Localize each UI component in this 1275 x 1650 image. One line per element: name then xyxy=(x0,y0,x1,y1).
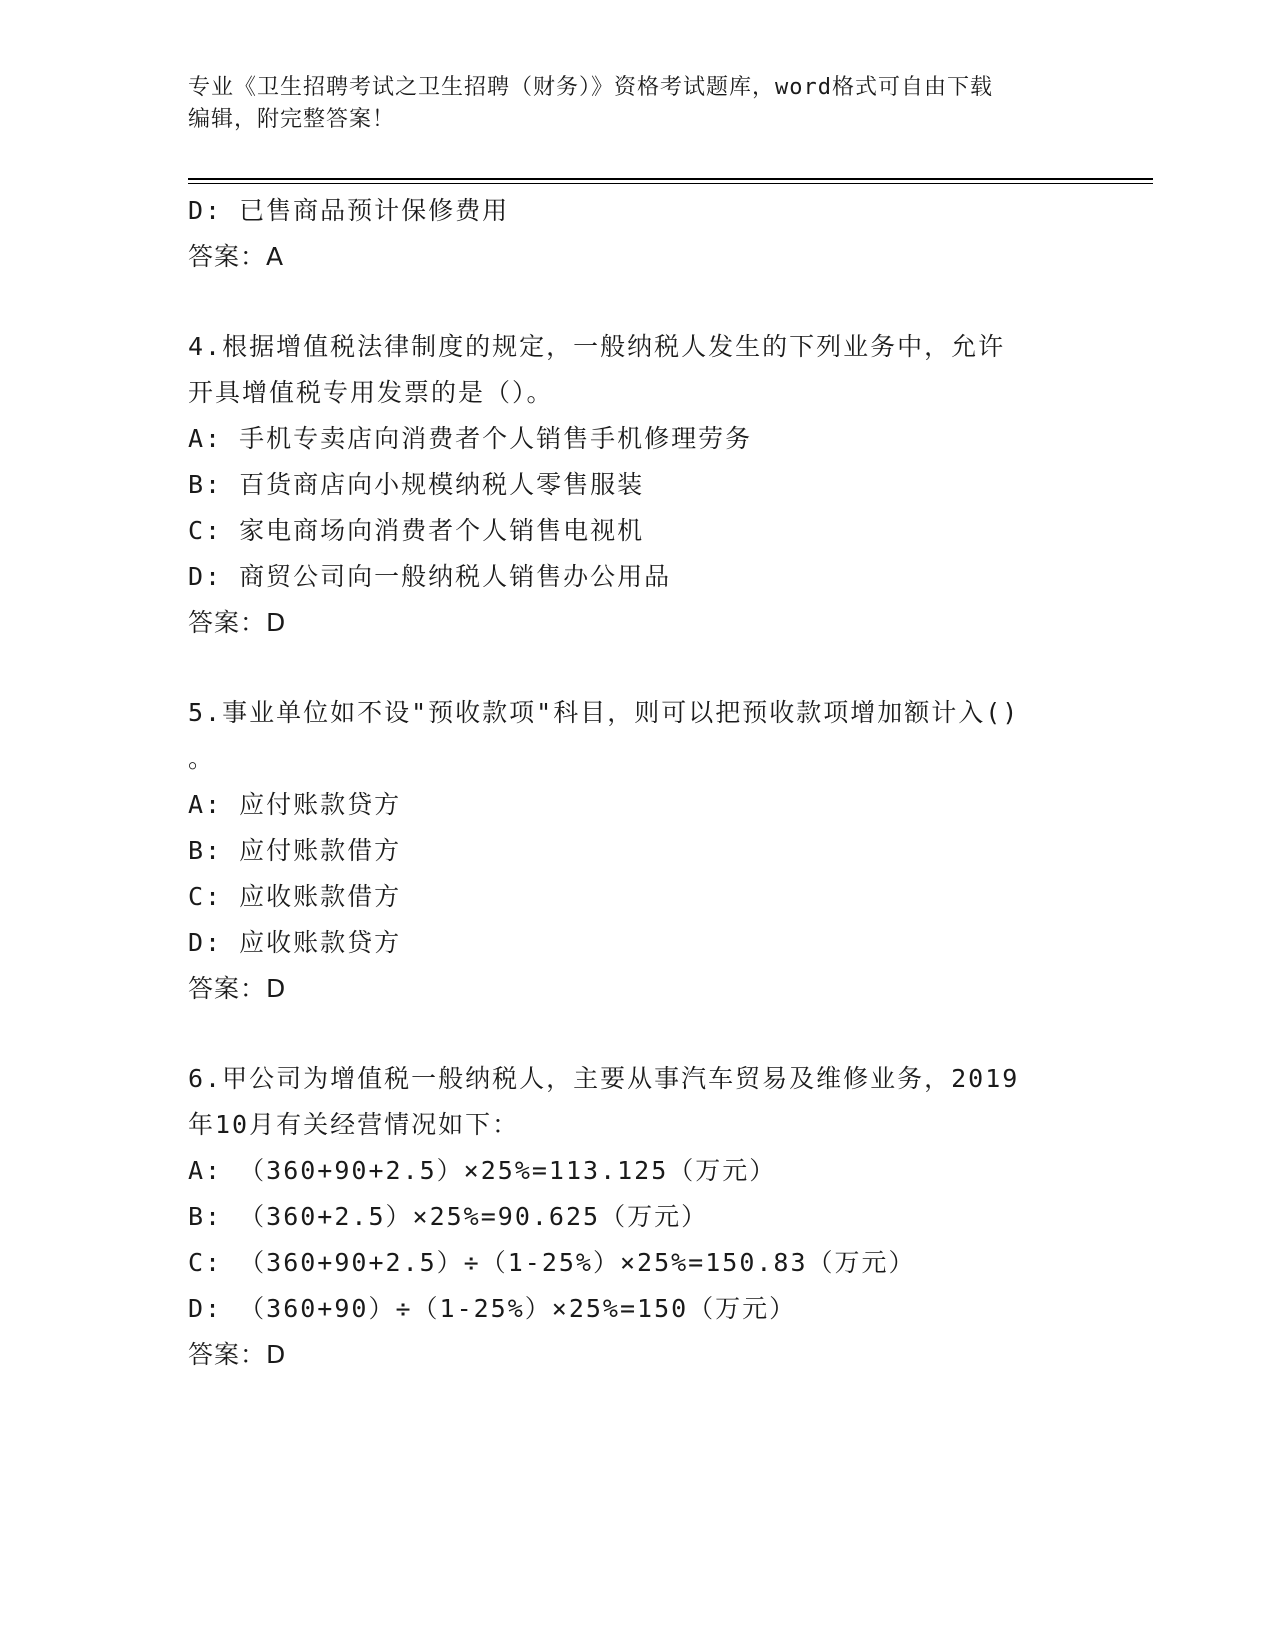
question-4 xyxy=(188,324,1088,646)
answer-line: 答案：D xyxy=(188,608,287,637)
option-b: B: 百货商店向小规模纳税人零售服装 xyxy=(188,470,645,499)
spacer xyxy=(188,646,1088,690)
option-c: C: 家电商场向消费者个人销售电视机 xyxy=(188,516,645,545)
header-line-2: 编辑，附完整答案！ xyxy=(188,107,396,132)
question-content xyxy=(188,188,1088,1378)
header-line-1: 专业《卫生招聘考试之卫生招聘（财务）》资格考试题库，word格式可自由下载 xyxy=(188,75,993,100)
option-b: B: 应付账款借方 xyxy=(188,836,402,865)
option-c: C: 应收账款借方 xyxy=(188,882,402,911)
option-a: A: （360+90+2.5）×25%=113.125（万元） xyxy=(188,1156,777,1185)
option-d: D: 应收账款贷方 xyxy=(188,928,402,957)
answer-line: 答案：D xyxy=(188,974,287,1003)
option-b: B: （360+2.5）×25%=90.625（万元） xyxy=(188,1202,709,1231)
question-text-line-1: 6.甲公司为增值税一般纳税人，主要从事汽车贸易及维修业务，2019 xyxy=(188,1064,1020,1093)
question-text-line-1: 5.事业单位如不设"预收款项"科目，则可以把预收款项增加额计入() xyxy=(188,698,1020,727)
option-d: D: （360+90）÷（1-25%）×25%=150（万元） xyxy=(188,1294,797,1323)
header-rule-thick xyxy=(188,178,1153,180)
question-text-line-1: 4.根据增值税法律制度的规定，一般纳税人发生的下列业务中，允许 xyxy=(188,332,1006,361)
option-a: A: 应付账款贷方 xyxy=(188,790,402,819)
option-c: C: （360+90+2.5）÷（1-25%）×25%=150.83（万元） xyxy=(188,1248,916,1277)
document-header xyxy=(188,72,1088,136)
option-a: A: 手机专卖店向消费者个人销售手机修理劳务 xyxy=(188,424,753,453)
option-d: D: 已售商品预计保修费用 xyxy=(188,196,510,225)
previous-question-tail xyxy=(188,188,1088,280)
question-5 xyxy=(188,690,1088,1012)
question-text-line-2: 开具增值税专用发票的是（）。 xyxy=(188,378,554,407)
spacer xyxy=(188,1012,1088,1056)
header-rule-thin xyxy=(188,183,1153,184)
answer-line: 答案：D xyxy=(188,1340,287,1369)
spacer xyxy=(188,280,1088,324)
question-text-line-2: 年10月有关经营情况如下： xyxy=(188,1110,520,1139)
option-d: D: 商贸公司向一般纳税人销售办公用品 xyxy=(188,562,672,591)
question-6 xyxy=(188,1056,1088,1378)
question-text-line-2: 。 xyxy=(188,744,216,773)
answer-line: 答案：A xyxy=(188,242,285,271)
